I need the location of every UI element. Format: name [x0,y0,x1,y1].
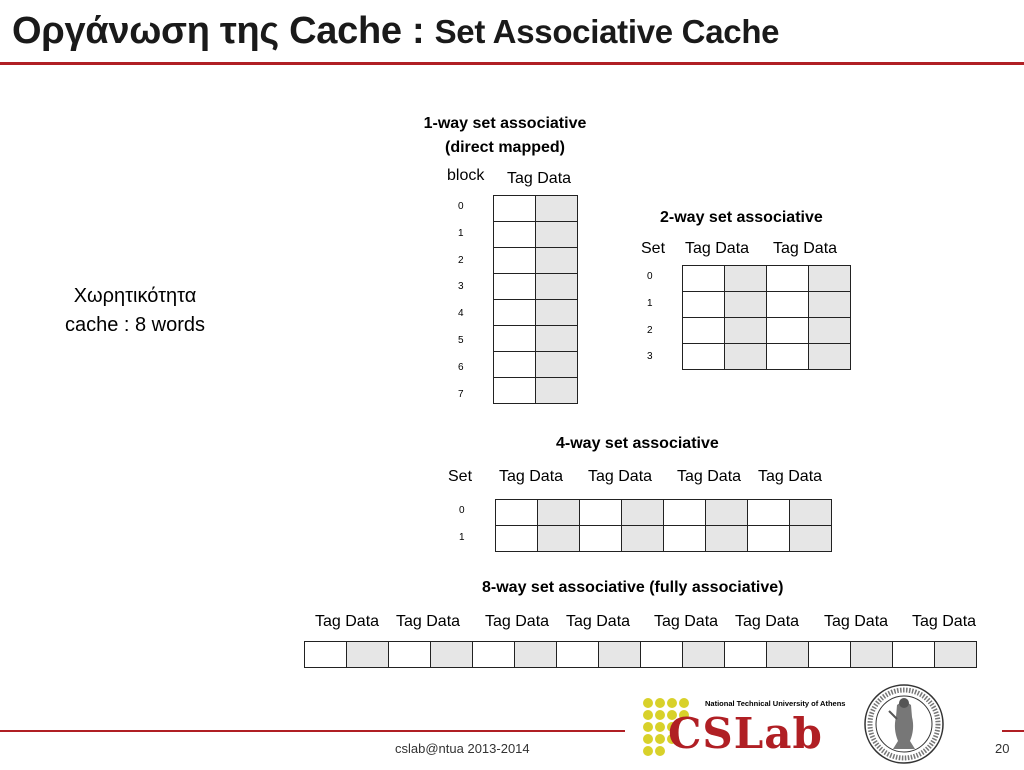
one-way-row [494,274,578,300]
ntua-seal [863,683,945,765]
capacity-line-1: Χωρητικότητα [73,285,197,307]
four-way-title: 4-way set associative [556,435,719,452]
two-way-tag-cell [767,292,809,318]
two-way-index-number: 0 [647,271,653,282]
one-way-index-number: 2 [458,254,464,266]
two-way-data-cell [725,318,767,344]
two-way-row [683,318,851,344]
cslab-logo [640,695,850,761]
one-way-index-number: 7 [458,388,464,400]
two-way-tag-cell [767,266,809,292]
eight-way-tag-cell [893,642,935,668]
one-way-column-header: Tag Data [507,170,572,187]
four-way-cache-grid [495,499,832,552]
two-way-tag-cell [683,266,725,292]
four-way-tag-cell [748,500,790,526]
one-way-data-cell [536,196,578,222]
one-way-tag-cell [494,222,536,248]
capacity-line-2: cache : 8 words [64,314,206,336]
eight-way-way-5-header: Tag Data [735,613,800,630]
four-way-row [496,526,832,552]
four-way-index-label: Set [448,468,473,485]
eight-way-way-4-header: Tag Data [654,613,719,630]
slide-title-main: Οργάνωση της Cache : [12,10,435,52]
one-way-row [494,352,578,378]
four-way-data-cell [706,500,748,526]
eight-way-tag-cell [725,642,767,668]
eight-way-way-2-header: Tag Data [485,613,550,630]
one-way-row [494,248,578,274]
eight-way-way-1-header: Tag Data [396,613,461,630]
one-way-row [494,222,578,248]
two-way-row [683,292,851,318]
four-way-data-cell [622,500,664,526]
eight-way-tag-cell [389,642,431,668]
two-way-data-cell [725,266,767,292]
four-way-data-cell [622,526,664,552]
eight-way-data-cell [767,642,809,668]
one-way-tag-cell [494,378,536,404]
eight-way-data-cell [683,642,725,668]
two-way-index-number: 1 [647,297,653,309]
one-way-row [494,300,578,326]
one-way-data-cell [536,378,578,404]
eight-way-way-0-header: Tag Data [315,613,380,630]
two-way-way-0-header: Tag Data [685,240,750,257]
one-way-tag-cell [494,248,536,274]
four-way-way-3-header: Tag Data [758,468,823,485]
four-way-tag-cell [496,500,538,526]
four-way-tag-cell [664,500,706,526]
one-way-data-cell [536,352,578,378]
eight-way-data-cell [599,642,641,668]
two-way-data-cell [725,344,767,370]
eight-way-row [305,642,977,668]
one-way-data-cell [536,222,578,248]
two-way-title: 2-way set associative [660,209,823,226]
four-way-data-cell [538,526,580,552]
two-way-row [683,344,851,370]
footer-divider [0,730,625,732]
two-way-tag-cell [767,344,809,370]
eight-way-way-6-header: Tag Data [824,613,889,630]
four-way-data-cell [538,500,580,526]
two-way-index-label: Set [641,240,666,257]
slide-title [12,10,779,53]
eight-way-tag-cell [557,642,599,668]
capacity-note [30,282,240,340]
one-way-cache-grid [493,195,578,404]
footer-divider-right [1002,730,1024,732]
one-way-row [494,326,578,352]
four-way-tag-cell [580,500,622,526]
four-way-index-number: 0 [459,505,465,516]
eight-way-data-cell [935,642,977,668]
one-way-row [494,196,578,222]
four-way-tag-cell [580,526,622,552]
two-way-row [683,266,851,292]
two-way-data-cell [809,344,851,370]
two-way-cache-grid [682,265,851,370]
four-way-data-cell [706,526,748,552]
one-way-index-number: 6 [458,361,464,373]
one-way-row [494,378,578,404]
four-way-data-cell [790,500,832,526]
eight-way-cache-grid [304,641,977,668]
one-way-index-number: 4 [458,308,464,320]
one-way-tag-cell [494,326,536,352]
four-way-data-cell [790,526,832,552]
two-way-data-cell [809,292,851,318]
one-way-title-line-2: (direct mapped) [444,139,565,156]
four-way-tag-cell [496,526,538,552]
one-way-data-cell [536,326,578,352]
four-way-way-2-header: Tag Data [677,468,742,485]
logo-wordmark: CSLab [668,709,823,758]
four-way-row [496,500,832,526]
one-way-index-label: block [447,167,485,184]
eight-way-data-cell [515,642,557,668]
one-way-index-number: 3 [458,281,464,293]
footer-text: cslab@ntua 2013-2014 [395,741,530,756]
two-way-tag-cell [767,318,809,344]
two-way-data-cell [725,292,767,318]
four-way-way-1-header: Tag Data [588,468,653,485]
logo-institution: National Technical University of Athens [705,699,846,708]
eight-way-title: 8-way set associative (fully associative) [482,579,784,596]
four-way-index-number: 1 [459,531,465,543]
slide-title-sub: Set Associative Cache [434,13,780,50]
two-way-data-cell [809,266,851,292]
eight-way-tag-cell [641,642,683,668]
eight-way-data-cell [347,642,389,668]
two-way-index-number: 3 [647,351,653,363]
eight-way-tag-cell [305,642,347,668]
two-way-index-number: 2 [647,324,653,336]
four-way-tag-cell [664,526,706,552]
two-way-tag-cell [683,318,725,344]
one-way-title-line-1: 1-way set associative [423,115,587,132]
one-way-index-number: 5 [458,335,464,346]
title-divider [0,62,1024,65]
one-way-index-number: 0 [458,201,464,212]
eight-way-tag-cell [473,642,515,668]
one-way-data-cell [536,248,578,274]
one-way-data-cell [536,300,578,326]
four-way-way-0-header: Tag Data [499,468,564,485]
ntua-seal-graphic [863,683,945,765]
four-way-tag-cell [748,526,790,552]
eight-way-data-cell [851,642,893,668]
two-way-way-1-header: Tag Data [773,240,838,257]
one-way-data-cell [536,274,578,300]
eight-way-tag-cell [809,642,851,668]
page-number: 20 [995,741,1010,756]
one-way-tag-cell [494,274,536,300]
eight-way-data-cell [431,642,473,668]
one-way-index-number: 1 [458,227,464,239]
two-way-tag-cell [683,292,725,318]
eight-way-way-3-header: Tag Data [566,613,631,630]
one-way-tag-cell [494,352,536,378]
one-way-title [395,112,615,160]
one-way-tag-cell [494,196,536,222]
eight-way-way-7-header: Tag Data [912,613,977,630]
one-way-tag-cell [494,300,536,326]
two-way-tag-cell [683,344,725,370]
two-way-data-cell [809,318,851,344]
